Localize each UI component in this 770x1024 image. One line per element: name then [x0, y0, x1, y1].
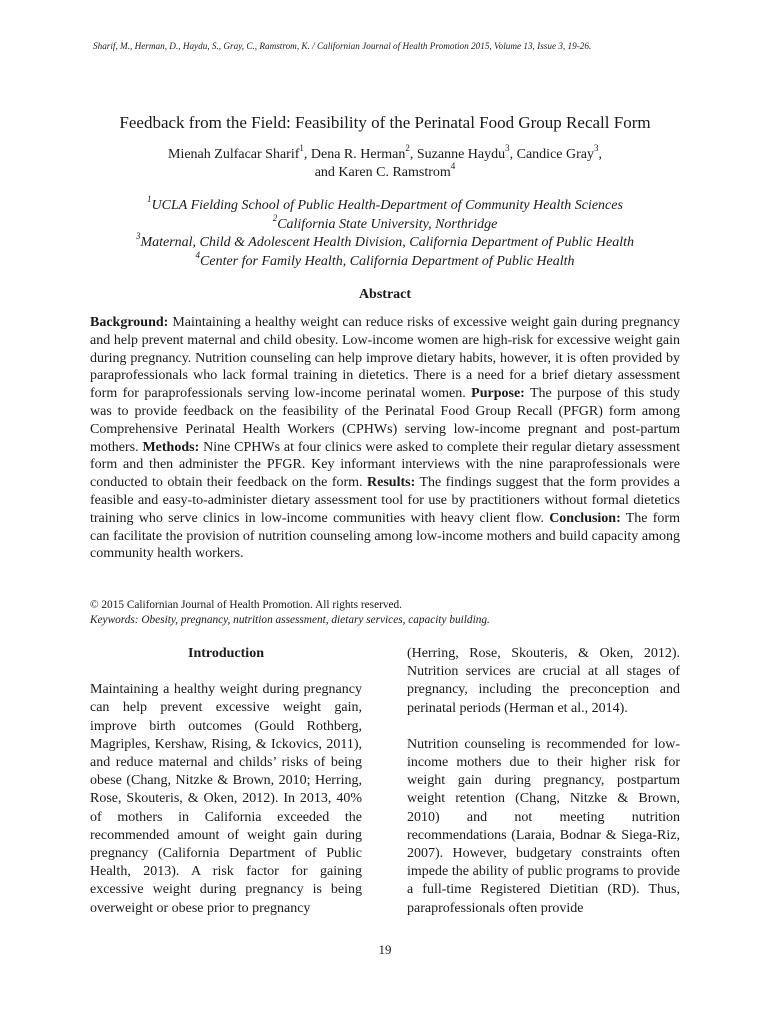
author-name: and Karen C. Ramstrom [314, 165, 451, 180]
author-affiliation-marker: 3 [505, 143, 510, 154]
abstract-background-label: Background: [90, 315, 169, 330]
copyright-notice: © 2015 Californian Journal of Health Promotion. All rights reserved. [90, 599, 402, 611]
affiliation-line: $^2$California State University, Northridge [272, 212, 498, 232]
author-name: Mienah Zulfacar Sharif [168, 147, 300, 162]
affiliation-line: $^3$Maternal, Child & Adolescent Health Division, California Department of Public Health [135, 231, 635, 250]
right-column [407, 645, 680, 918]
keywords-line: Keywords: Obesity, pregnancy, nutrition assessment, dietary services, capacity building. [90, 613, 490, 626]
copyright-block [90, 598, 680, 627]
abstract-methods-label: Methods: [142, 439, 200, 455]
body-paragraph: (Herring, Rose, Skouteris, & Oken, 2012). Nutrition services are crucial at all stages of pregnancy, including the preconception and perinatal periods (Herman et al., 2014). [407, 646, 680, 716]
author-name: Suzanne Haydu [416, 147, 506, 162]
affiliation-list [0, 194, 770, 271]
abstract-heading: Abstract [358, 287, 412, 302]
abstract-conclusion-label: Conclusion: [549, 510, 621, 526]
page-number: 19 [378, 942, 392, 957]
abstract-body: Background: Maintaining a healthy weight can reduce risks of excessive weight gain during pregnancy and help prevent maternal and child obesity. Low-income women are high-risk for excessive weight gain during pregnancy. Nutrition counseling can help improve dietary habits, however, it is often provided by paraprofessionals who lack formal training in dietetics. There is a need for a brief dietary assessment form for paraprofessionals serving low-income perinatal women. Purpose: The purpose of this study was to provide feedback on the feasibility of the Perinatal Food Group Recall (PFGR) form among Comprehensive Perinatal Health Workers (CPHWs) serving low-income pregnant and post-partum mothers. Methods: Nine CPHWs at four clinics were asked to complete their regular dietary assessment form and then administer the PFGR. Key informant interviews with the nine paraprofessionals were conducted to obtain their feedback on the form. Results: The findings suggest that the form provides a feasible and easy-to-administer dietary assessment tool for use by practitioners without formal dietetics training who serve clinics in low-income communities with heavy client flow. Conclusion: The form can facilitate the provision of nutrition counseling among low-income mothers and build capacity among community health workers. [90, 315, 680, 562]
affiliation-line: $^4$Center for Family Health, California Department of Public Health [195, 249, 575, 269]
paper-title: Feedback from the Field: Feasibility of the Perinatal Food Group Recall Form [119, 113, 651, 132]
abstract-results-label: Results: [367, 475, 416, 491]
author-name: Candice Gray [516, 147, 594, 162]
author-affiliation-marker: 1 [299, 143, 304, 154]
affiliation-line: $^1$UCLA Fielding School of Public Health-Department of Community Health Sciences [147, 194, 623, 213]
author-list: Mienah Zulfacar Sharif$^1$, Dena R. Herman$^2$, Suzanne Haydu$^3$, Candice Gray$^3$, and Karen C. Ramstrom$^4$ [168, 143, 602, 180]
author-affiliation-marker: 3 [593, 143, 599, 154]
author-affiliation-marker: 4 [450, 161, 456, 172]
abstract-purpose-label: Purpose: [471, 386, 525, 402]
body-paragraph: Maintaining a healthy weight during pregnancy can help prevent excessive weight gain, improve birth outcomes (Gould Rothberg, Magriples, Kershaw, Rising, & Ickovics, 2011), and reduce maternal and childs’ risks of being obese (Chang, Nitzke & Brown, 2010; Herring, Rose, Skouteris, & Oken, 2012). In 2013, 40% of mothers in California exceeded the recommended amount of weight gain during pregnancy (California Department of Public Health, 2013). A risk factor for gaining excessive weight during pregnancy is being overweight or obese prior to pregnancy [90, 682, 362, 916]
author-affiliation-marker: 2 [405, 143, 410, 154]
journal-citation-header: Sharif, M., Herman, D., Haydu, S., Gray, C., Ramstrom, K. / Californian Journal of Health Promotion 2015, Volume 13, Issue 3, 19-26. [93, 41, 592, 51]
left-column [90, 645, 362, 918]
introduction-heading: Introduction [188, 646, 264, 661]
body-paragraph: Nutrition counseling is recommended for low-income mothers due to their higher risk for weight gain during pregnancy, postpartum weight retention (Chang, Nitzke & Brown, 2010) and not meeting nutrition recommendations (Laraia, Bodnar & Siega-Riz, 2007). However, budgetary constraints often impede the ability of public programs to provide a full-time Registered Dietitian (RD). Thus, paraprofessionals often provide [407, 736, 680, 916]
author-name: Dena R. Herman [310, 147, 406, 162]
